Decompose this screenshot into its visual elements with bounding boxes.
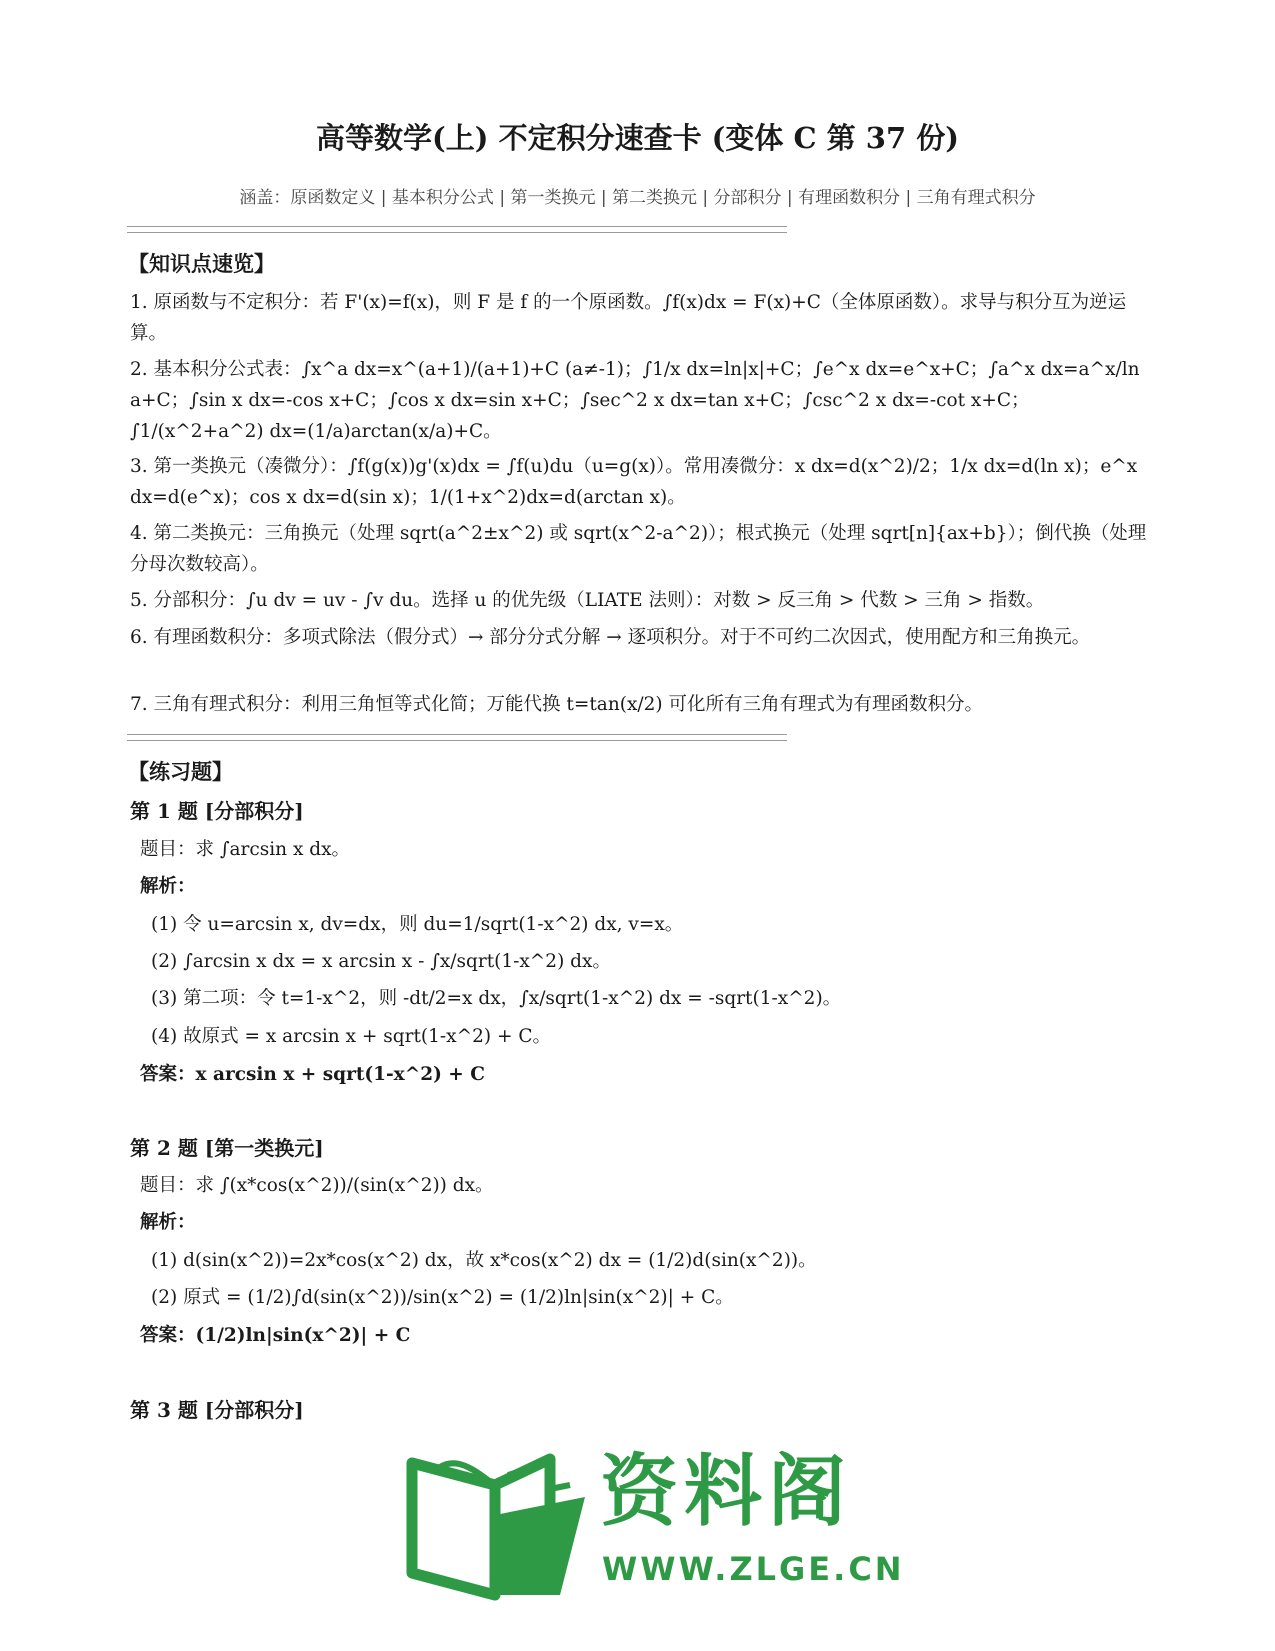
practice-heading: 【练习题】 bbox=[128, 759, 233, 784]
divider bbox=[127, 734, 787, 741]
knowledge-item-6: 6. 有理函数积分：多项式除法（假分式）→ 部分分式分解 → 逐项积分。对于不可约二次因式，使用配方和三角换元。 bbox=[130, 627, 1091, 648]
watermark-url: WWW.ZLGE.CN bbox=[602, 1550, 905, 1588]
knowledge-item-2: 2. 基本积分公式表：∫x^a dx=x^(a+1)/(a+1)+C (a≠-1)；∫1/x dx=ln|x|+C；∫e^x dx=e^x+C；∫a^x dx=a^x/ln a+C；∫sin x dx=-cos x+C；∫cos x dx=sin x+C；∫sec^2 x dx=tan x+C；∫csc^2 x dx=-cot x+C；∫1/(x^2+a^2) dx=(1/a)arctan(x/a)+C。 bbox=[130, 359, 1140, 442]
answer-label: 答案： bbox=[140, 1064, 196, 1085]
question-2-text: 题目：求 ∫(x*cos(x^2))/(sin(x^2)) dx。 bbox=[140, 1175, 494, 1196]
knowledge-item-3: 3. 第一类换元（凑微分）：∫f(g(x))g'(x)dx = ∫f(u)du（u=g(x)）。常用凑微分：x dx=d(x^2)/2；1/x dx=d(ln x)；e^x dx=d(e^x)；cos x dx=d(sin x)；1/(1+x^2)dx=d(arctan x)。 bbox=[130, 456, 1138, 508]
knowledge-heading: 【知识点速览】 bbox=[128, 251, 275, 276]
question-2-title: 第 2 题 [第一类换元] bbox=[130, 1136, 324, 1160]
question-2-step: (2) 原式 = (1/2)∫d(sin(x^2))/sin(x^2) = (1/2)ln|sin(x^2)| + C。 bbox=[151, 1287, 734, 1308]
page-subtitle: 涵盖：原函数定义 | 基本积分公式 | 第一类换元 | 第二类换元 | 分部积分 | 有理函数积分 | 三角有理式积分 bbox=[239, 188, 1036, 208]
question-2-step: (1) d(sin(x^2))=2x*cos(x^2) dx，故 x*cos(x^2) dx = (1/2)d(sin(x^2))。 bbox=[151, 1250, 817, 1271]
question-1-step: (2) ∫arcsin x dx = x arcsin x - ∫x/sqrt(1-x^2) dx。 bbox=[151, 951, 611, 972]
analysis-label: 解析： bbox=[140, 1212, 196, 1233]
knowledge-item-7: 7. 三角有理式积分：利用三角恒等式化简；万能代换 t=tan(x/2) 可化所有三角有理式为有理函数积分。 bbox=[130, 694, 983, 715]
question-1-step: (3) 第二项：令 t=1-x^2，则 -dt/2=x dx，∫x/sqrt(1-x^2) dx = -sqrt(1-x^2)。 bbox=[151, 988, 842, 1009]
answer-label: 答案： bbox=[140, 1325, 196, 1346]
question-1-answer bbox=[140, 1061, 485, 1089]
book-logo-icon bbox=[400, 1445, 595, 1610]
divider bbox=[127, 226, 787, 233]
knowledge-item-5: 5. 分部积分：∫u dv = uv - ∫v du。选择 u 的优先级（LIATE 法则）：对数 > 反三角 > 代数 > 三角 > 指数。 bbox=[130, 590, 1045, 611]
analysis-label: 解析： bbox=[140, 876, 196, 897]
answer-value: (1/2)ln|sin(x^2)| + C bbox=[195, 1325, 411, 1346]
watermark bbox=[400, 1445, 905, 1645]
answer-value: x arcsin x + sqrt(1-x^2) + C bbox=[195, 1064, 485, 1085]
question-1-step: (4) 故原式 = x arcsin x + sqrt(1-x^2) + C。 bbox=[151, 1026, 551, 1047]
question-2-answer bbox=[140, 1322, 410, 1350]
watermark-brand: 资料阁 bbox=[600, 1447, 853, 1537]
page-title: 高等数学(上) 不定积分速查卡 (变体 C 第 37 份) bbox=[316, 121, 959, 155]
knowledge-item-1: 1. 原函数与不定积分：若 F'(x)=f(x)，则 F 是 f 的一个原函数。∫f(x)dx = F(x)+C（全体原函数）。求导与积分互为逆运算。 bbox=[130, 292, 1127, 344]
knowledge-item-4: 4. 第二类换元：三角换元（处理 sqrt(a^2±x^2) 或 sqrt(x^2-a^2)）；根式换元（处理 sqrt[n]{ax+b}）；倒代换（处理分母次数较高）。 bbox=[130, 523, 1147, 575]
question-1-text: 题目：求 ∫arcsin x dx。 bbox=[140, 839, 351, 860]
question-3-title: 第 3 题 [分部积分] bbox=[130, 1398, 304, 1422]
question-1-step: (1) 令 u=arcsin x, dv=dx，则 du=1/sqrt(1-x^2) dx, v=x。 bbox=[151, 914, 684, 935]
question-1-title: 第 1 题 [分部积分] bbox=[130, 799, 304, 823]
